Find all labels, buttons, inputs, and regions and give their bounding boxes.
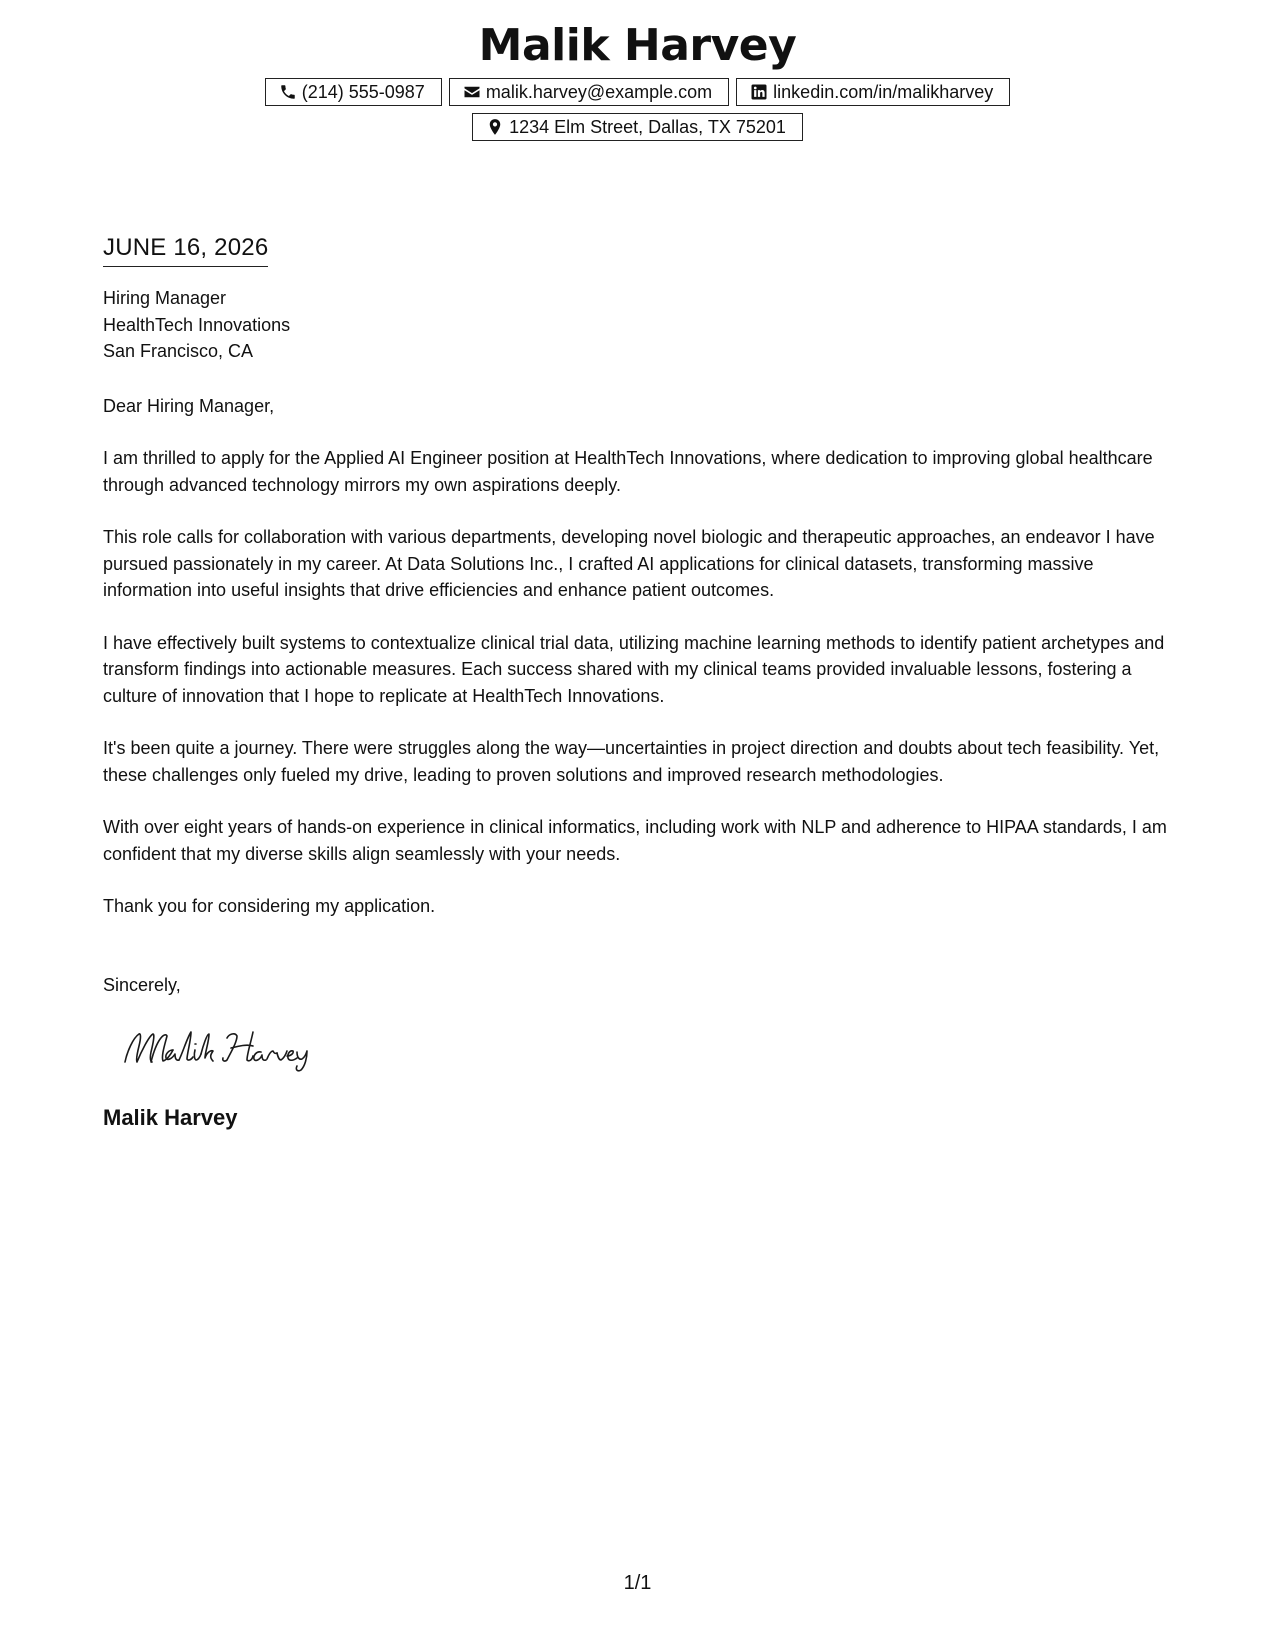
contact-email (449, 78, 729, 106)
email-text: malik.harvey@example.com (485, 81, 713, 102)
letter-date: JUNE 16, 2026 (103, 232, 268, 267)
phone-text: (214) 555-0987 (301, 81, 425, 102)
address-text: 1234 Elm Street, Dallas, TX 75201 (509, 116, 786, 137)
paragraph-6: Thank you for considering my application. (103, 896, 436, 916)
recipient-company: HealthTech Innovations (103, 314, 291, 335)
recipient-title: Hiring Manager (103, 288, 227, 308)
linkedin-icon (750, 83, 768, 101)
paragraph-3: I have effectively built systems to contextualize clinical trial data, utilizing machine learning methods to identify patient archetypes and transform findings into actionable measures. Each success shared with my clinical teams provided invaluable lessons, fostering a culture of innovation that I hope to replicate at HealthTech Innovations. (103, 632, 1165, 706)
contact-linkedin (736, 78, 1010, 106)
paragraph-2: This role calls for collaboration with various departments, developing novel biologic and therapeutic approaches, an endeavor I have pursued passionately in my career. At Data Solutions Inc., I crafted AI applications for clinical datasets, transforming massive information into useful insights that drive efficiencies and enhance patient outcomes. (103, 527, 1155, 600)
paragraph-5: With over eight years of hands-on experience in clinical informatics, including work with NLP and adherence to HIPAA standards, I am confident that my diverse skills align seamlessly with your needs. (103, 817, 1167, 864)
paragraph-1: I am thrilled to apply for the Applied AI Engineer position at HealthTech Innovations, where dedication to improving global healthcare through advanced technology mirrors my own aspirations deeply. (103, 448, 1153, 495)
contact-phone (265, 78, 442, 106)
applicant-name: Malik Harvey (478, 20, 797, 71)
paragraph-4: It's been quite a journey. There were struggles along the way—uncertainties in project direction and doubts about tech feasibility. Yet, these challenges only fueled my drive, leading to proven solutions and improved research methodologies. (103, 738, 1160, 785)
contact-row-primary (0, 78, 1275, 106)
contact-address (472, 113, 803, 141)
letter-body (103, 232, 1178, 1132)
page-number: 1/1 (623, 1572, 652, 1594)
salutation: Dear Hiring Manager, (103, 395, 275, 416)
signed-name: Malik Harvey (103, 1105, 238, 1130)
recipient-location: San Francisco, CA (103, 341, 254, 361)
envelope-icon (463, 83, 481, 101)
linkedin-text: linkedin.com/in/malikharvey (773, 81, 994, 102)
letter-header (0, 18, 1275, 141)
contact-row-secondary (0, 113, 1275, 141)
phone-icon (279, 83, 297, 101)
recipient-block (103, 285, 1178, 365)
closing: Sincerely, (103, 974, 181, 995)
handwritten-signature (119, 1024, 349, 1074)
map-marker-icon (486, 118, 504, 136)
